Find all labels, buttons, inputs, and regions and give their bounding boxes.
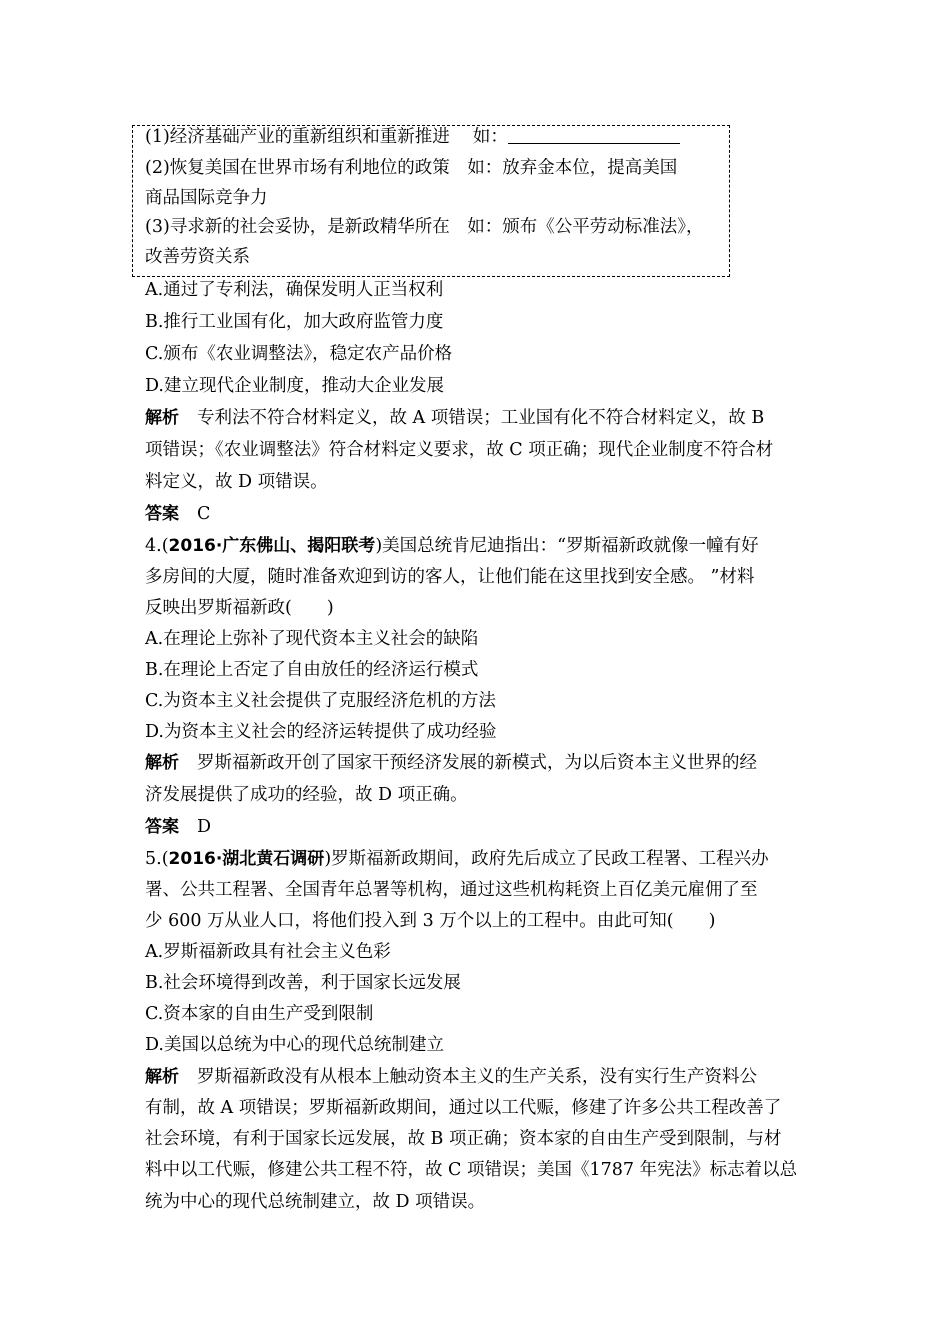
q3-analysis-line-1: 解析 专利法不符合材料定义，故 A 项错误；工业国有化不符合材料定义，故 B	[145, 408, 765, 428]
q4-stem-line-3: 反映出罗斯福新政( )	[145, 598, 334, 618]
box-line-3: 商品国际竞争力	[145, 188, 268, 208]
q3-option-a: A.通过了专利法，确保发明人正当权利	[145, 280, 444, 300]
q3-option-c: C.颁布《农业调整法》，稳定农产品价格	[145, 344, 453, 364]
q4-option-a: A.在理论上弥补了现代资本主义社会的缺陷	[145, 629, 479, 649]
q4-stem-line-1: 4.(2016·广东佛山、揭阳联考)美国总统肯尼迪指出：“罗斯福新政就像一幢有好	[145, 536, 759, 556]
q5-option-b: B.社会环境得到改善，利于国家长远发展	[145, 973, 461, 993]
q4-answer: 答案 D	[145, 817, 212, 837]
box-line-1: (1)经济基础产业的重新组织和重新推进 如：	[145, 126, 680, 148]
q5-option-c: C.资本家的自由生产受到限制	[145, 1004, 374, 1024]
q4-source: 2016·广东佛山、揭阳联考	[168, 536, 376, 556]
q5-stem-line-2: 署、公共工程署、全国青年总署等机构，通过这些机构耗资上百亿美元雇佣了至	[145, 880, 758, 900]
q4-analysis-line-2: 济发展提供了成功的经验，故 D 项正确。	[145, 785, 468, 805]
q3-option-d: D.建立现代企业制度，推动大企业发展	[145, 376, 444, 396]
q5-option-d: D.美国以总统为中心的现代总统制建立	[145, 1035, 444, 1055]
analysis-label: 解析	[145, 408, 179, 428]
q3-analysis-line-2: 项错误；《农业调整法》符合材料定义要求，故 C 项正确；现代企业制度不符合材	[145, 440, 774, 460]
q5-analysis-line-4: 料中以工代赈，修建公共工程不符，故 C 项错误；美国《1787 年宪法》标志着以总	[145, 1160, 798, 1180]
analysis-label: 解析	[145, 753, 179, 773]
q3-answer: 答案 C	[145, 504, 211, 524]
box-line-2: (2)恢复美国在世界市场有利地位的政策 如：放弃金本位，提高美国	[145, 158, 678, 178]
q5-stem-line-1: 5.(2016·湖北黄石调研)罗斯福新政期间，政府先后成立了民政工程署、工程兴办	[145, 849, 769, 869]
q4-option-b: B.在理论上否定了自由放任的经济运行模式	[145, 660, 479, 680]
q5-analysis-line-5: 统为中心的现代总统制建立，故 D 项错误。	[145, 1192, 486, 1212]
answer-label: 答案	[145, 817, 179, 837]
fill-blank[interactable]	[508, 127, 680, 144]
q4-option-d: D.为资本主义社会的经济运转提供了成功经验	[145, 722, 497, 742]
q5-stem-line-3: 少 600 万从业人口，将他们投入到 3 万个以上的工程中。由此可知( )	[145, 911, 716, 931]
q5-analysis-line-2: 有制，故 A 项错误；罗斯福新政期间，通过以工代赈，修建了许多公共工程改善了	[145, 1098, 782, 1118]
q4-stem-line-2: 多房间的大厦，随时准备欢迎到访的客人，让他们能在这里找到安全感。 ”材料	[145, 567, 755, 587]
box-line-5: 改善劳资关系	[145, 247, 250, 267]
q5-analysis-line-1: 解析 罗斯福新政没有从根本上触动资本主义的生产关系，没有实行生产资料公	[145, 1067, 757, 1087]
analysis-label: 解析	[145, 1067, 179, 1087]
q3-option-b: B.推行工业国有化，加大政府监管力度	[145, 312, 444, 332]
answer-label: 答案	[145, 504, 179, 524]
q4-analysis-line-1: 解析 罗斯福新政开创了国家干预经济发展的新模式，为以后资本主义世界的经	[145, 753, 757, 773]
box-line-4: (3)寻求新的社会妥协，是新政精华所在 如：颁布《公平劳动标准法》，	[145, 217, 704, 237]
q3-analysis-line-3: 料定义，故 D 项错误。	[145, 472, 328, 492]
q5-option-a: A.罗斯福新政具有社会主义色彩	[145, 942, 391, 962]
q4-option-c: C.为资本主义社会提供了克服经济危机的方法	[145, 691, 496, 711]
q5-analysis-line-3: 社会环境，有利于国家长远发展，故 B 项正确；资本家的自由生产受到限制，与材	[145, 1129, 782, 1149]
q5-source: 2016·湖北黄石调研	[168, 849, 325, 869]
